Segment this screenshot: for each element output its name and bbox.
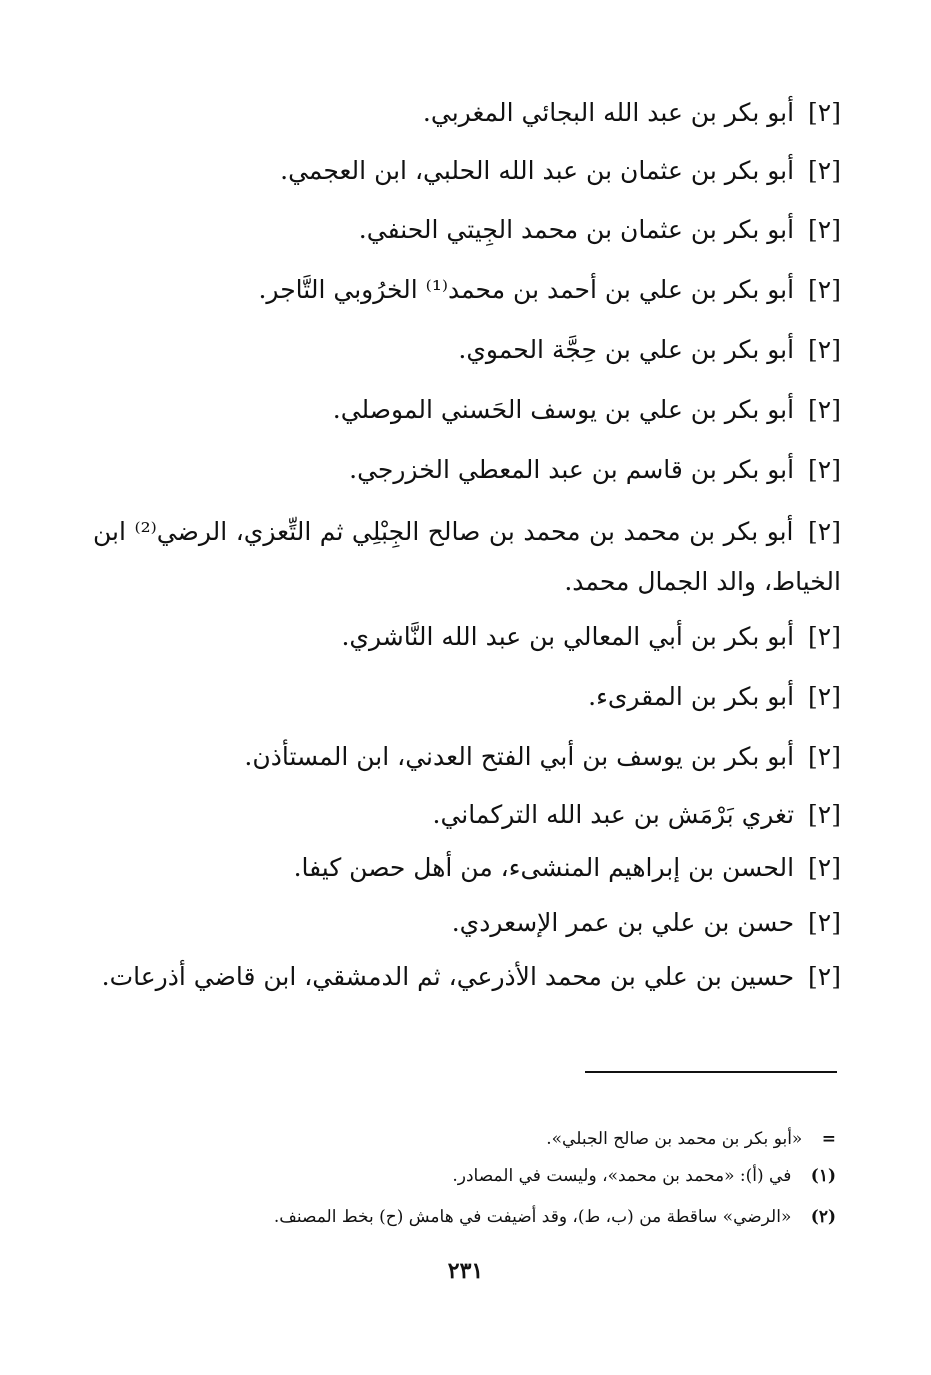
entry-text: أبو بكر بن أبي المعالي بن عبد الله النَّاشري. [341, 622, 795, 651]
entry-number: [٢] [808, 455, 841, 484]
entry-text: الحسن بن إبراهيم المنشىء، من أهل حصن كيفا. [293, 853, 795, 882]
entry-number: [٢] [808, 517, 841, 546]
entry-number: [٢] [808, 908, 841, 937]
entry-number: [٢] [808, 156, 841, 185]
entry-number: [٢] [808, 682, 841, 711]
entry [86, 612, 841, 662]
entry-text: تغري بَرْمَش بن عبد الله التركماني. [432, 800, 795, 829]
footnote [96, 1205, 836, 1229]
entry-number: [٢] [808, 395, 841, 424]
footnote-mark: = [821, 1129, 836, 1149]
entry-text: أبو بكر بن علي بن يوسف الحَسني الموصلي. [332, 395, 795, 424]
entry-text: أبو بكر بن يوسف بن أبي الفتح العدني، ابن المستأذن. [244, 742, 795, 771]
footnote-mark: (١) [810, 1166, 836, 1186]
footnote-text: في (أ): «محمد بن محمد»، وليست في المصادر. [452, 1166, 792, 1186]
entry-text: أبو بكر بن عثمان بن محمد الجِيتي الحنفي. [358, 215, 795, 244]
entry-number: [٢] [808, 853, 841, 882]
entry-text: أبو بكر بن عثمان بن عبد الله الحلبي، ابن العجمي. [280, 156, 795, 185]
entry-number: [٢] [808, 275, 841, 304]
entry-number: [٢] [808, 742, 841, 771]
entry [93, 952, 841, 1002]
entry-number: [٢] [808, 215, 841, 244]
entry-number: [٢] [808, 800, 841, 829]
entry [86, 898, 841, 948]
entry-text: أبو بكر بن علي بن أحمد بن محمد⁽¹⁾ الخرُوبي التَّاجر. [258, 275, 795, 304]
entry [86, 265, 841, 315]
entry [86, 146, 841, 196]
entry [86, 445, 841, 495]
entry [86, 790, 841, 840]
entry [86, 325, 841, 375]
entry-number: [٢] [808, 335, 841, 364]
entry-text: أبو بكر بن علي بن حِجَّة الحموي. [458, 335, 795, 364]
entry-text: أبو بكر بن محمد بن محمد بن صالح الجِبْلِي ثم التِّعزي، الرضي⁽²⁾ ابن الخياط، والد الجمال محمد. [93, 517, 841, 596]
entry-text: أبو بكر بن قاسم بن عبد المعطي الخزرجي. [349, 455, 795, 484]
entry [86, 88, 841, 138]
entry [86, 385, 841, 435]
footnote-text: «الرضي» ساقطة من (ب، ط)، وقد أضيفت في هامش (ح) بخط المصنف. [273, 1207, 792, 1227]
footnote-text: «أبو بكر بن محمد بن صالح الجبلي». [546, 1129, 803, 1149]
entry [86, 205, 841, 255]
footnote [96, 1164, 836, 1188]
entry-text: حسين بن علي بن محمد الأذرعي، ثم الدمشقي، ابن قاضي أذرعات. [101, 962, 795, 991]
footnote [96, 1127, 836, 1151]
entry-text: أبو بكر بن المقرىء. [588, 682, 795, 711]
entry-number: [٢] [808, 962, 841, 991]
footnote-separator [585, 1071, 837, 1073]
entry-number: [٢] [808, 98, 841, 127]
footnote-mark: (٢) [810, 1207, 836, 1227]
entry [93, 507, 841, 607]
entry [86, 672, 841, 722]
entry-text: أبو بكر بن عبد الله البجائي المغربي. [422, 98, 795, 127]
entry [86, 732, 841, 782]
entry-number: [٢] [808, 622, 841, 651]
page-number: ٢٣١ [447, 1258, 484, 1284]
entry [86, 843, 841, 893]
entry-text: حسن بن علي بن عمر الإسعردي. [451, 908, 795, 937]
